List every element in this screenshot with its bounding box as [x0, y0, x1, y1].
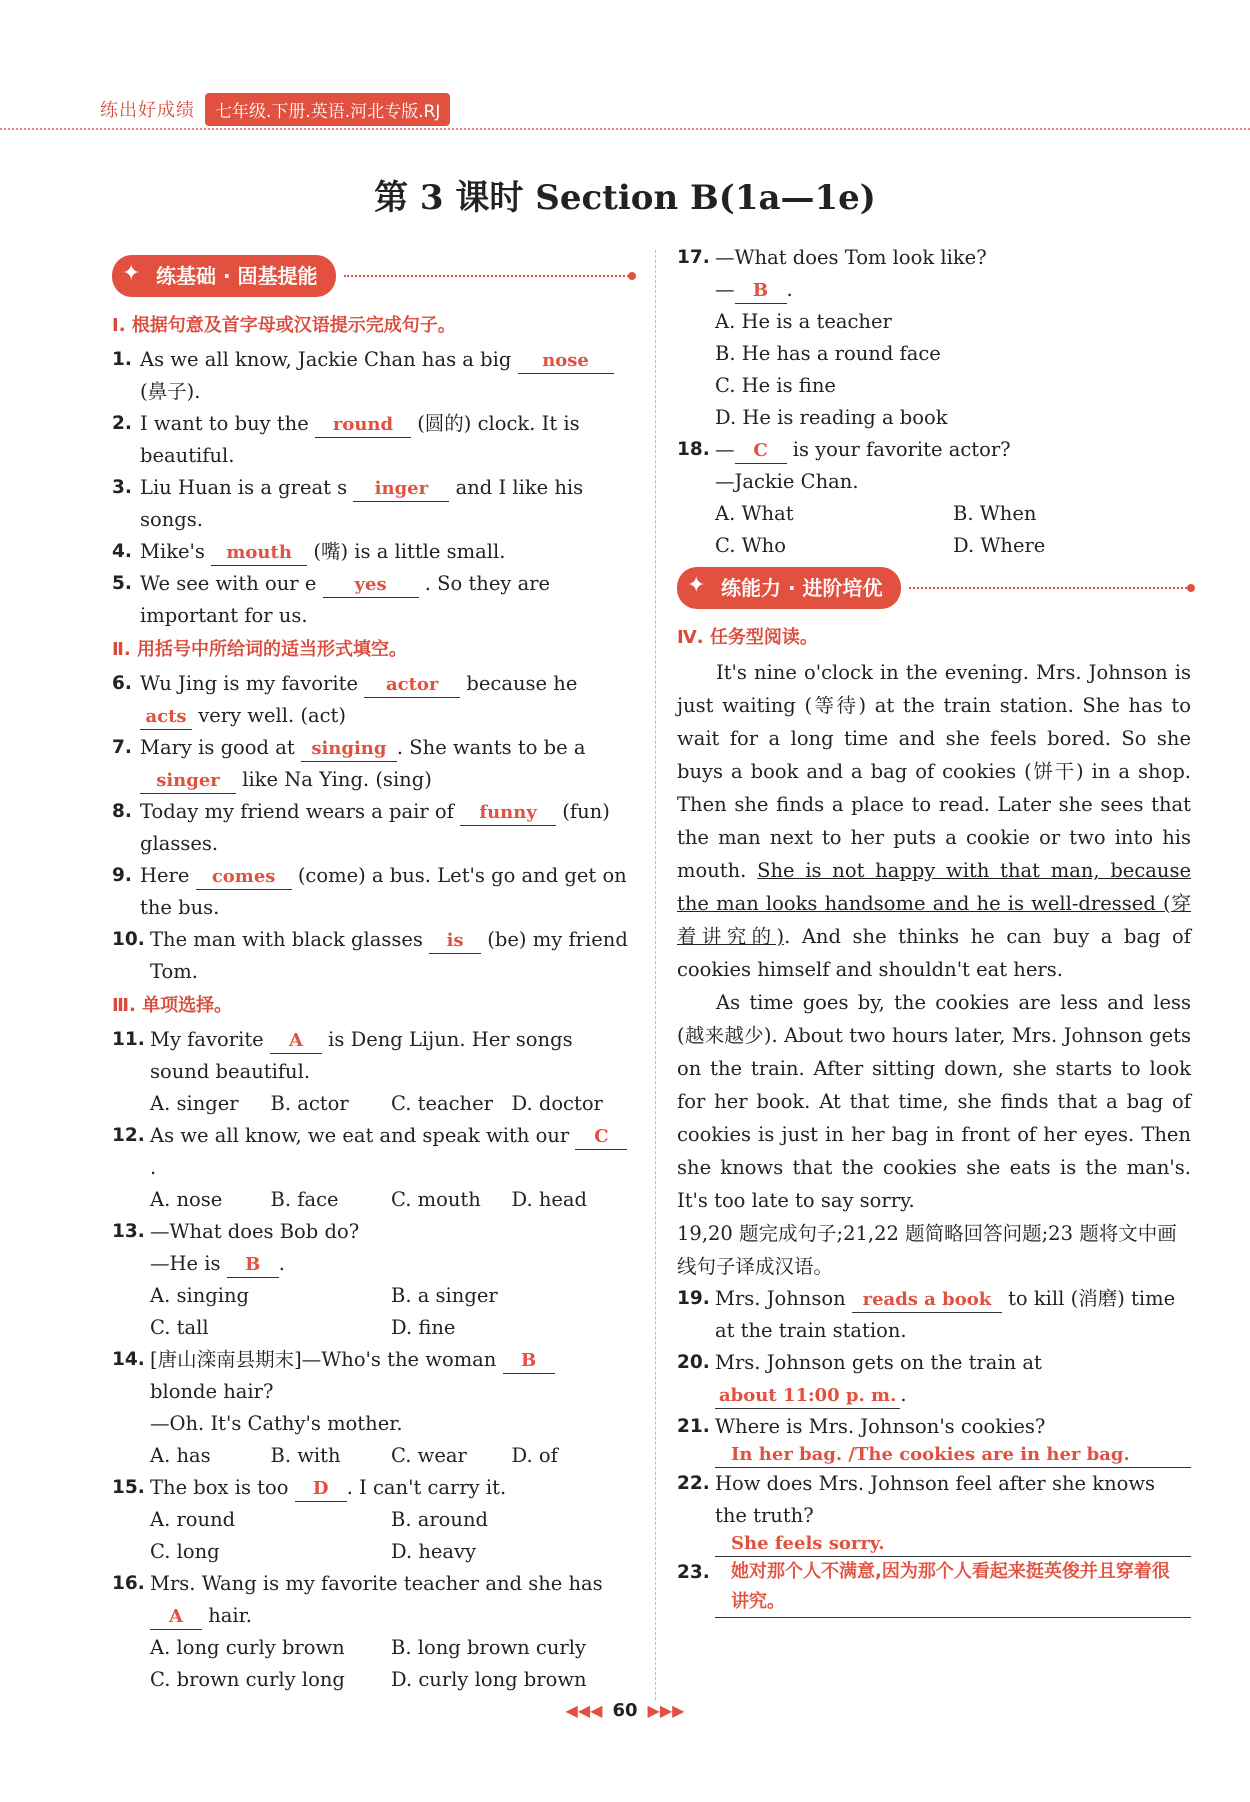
answer: acts [140, 705, 192, 730]
question-8: 8. Today my friend wears a pair of funny (fun) glasses. [112, 800, 610, 855]
brand: 练出好成绩 [100, 100, 195, 121]
answer: reads a book [852, 1288, 1002, 1313]
answer: singer [140, 769, 236, 794]
task-instructions: 19,20 题完成句子;21,22 题简略回答问题;23 题将文中画线句子译成汉语。 [677, 1222, 1177, 1278]
section-2-heading: Ⅱ. 用括号中所给词的适当形式填空。 [112, 639, 407, 660]
banner-dots [344, 275, 632, 277]
page-number: 60 [612, 1700, 638, 1721]
question-13: 13. —What does Bob do? —He is B . A. singing B. a singer C. tall D. fine [112, 1216, 632, 1344]
section-1-heading: Ⅰ. 根据句意及首字母或汉语提示完成句子。 [112, 315, 456, 336]
question-5: 5. We see with our e yes . So they are important for us. [112, 572, 551, 627]
options: A. singer B. actor C. teacher D. doctor [150, 1092, 603, 1115]
answer: funny [460, 801, 556, 826]
question-23: 23. 她对那个人不满意,因为那个人看起来挺英俊并且穿着很讲究。 [677, 1557, 1191, 1618]
question-14: 14. [唐山滦南县期末]—Who's the woman B blonde hair? —Oh. It's Cathy's mother. A. has B. with C. wear D. of [112, 1344, 632, 1472]
question-20: 20. Mrs. Johnson gets on the train at about 11:00 p. m. . [677, 1347, 1191, 1411]
section-4-heading: Ⅳ. 任务型阅读。 [677, 627, 818, 648]
left-column [112, 250, 632, 1696]
answer: D [295, 1477, 347, 1502]
answer: inger [353, 477, 449, 502]
answer: singing [301, 737, 397, 762]
options: A. has B. with C. wear D. of [150, 1444, 558, 1467]
question-11: 11. My favorite A is Deng Lijun. Her songs sound beautiful. A. singer B. actor C. teacher D. doctor [112, 1024, 632, 1120]
answer: B [735, 279, 787, 304]
header-divider [0, 128, 1250, 130]
answer: about 11:00 p. m. [715, 1384, 900, 1409]
question-1: 1. As we all know, Jackie Chan has a big nose (鼻子). [112, 344, 632, 408]
passage-paragraph-2: As time goes by, the cookies are less and less (越来越少). About two hours later, Mrs. Johnson gets on the train. After sitting down, she starts to look for her book. At that time, she finds that a bag of cookies is just in her bag in front of her eyes. Then she knows that the cookies she eats is the man's. It's too late to say sorry. [677, 991, 1191, 1212]
question-21: 21. Where is Mrs. Johnson's cookies? In her bag. /The cookies are in her bag. [677, 1411, 1191, 1468]
page-title: 第 3 课时 Section B(1a—1e) [374, 178, 876, 218]
banner-pill: ✦ 练基础 · 固基提能 [112, 255, 336, 297]
answer: nose [518, 349, 614, 374]
question-3: 3. Liu Huan is a great s inger and I like his songs. [112, 476, 584, 531]
question-10: 10. The man with black glasses is (be) my friend Tom. [112, 928, 628, 983]
question-12: 12. As we all know, we eat and speak with our C. A. nose B. face C. mouth D. head [112, 1120, 632, 1216]
right-column [677, 242, 1191, 1618]
options: A. round B. around C. long D. heavy [150, 1508, 489, 1563]
question-17: 17. —What does Tom look like? — B . A. He is a teacher B. He has a round face C. He is fine D. He is reading a book [677, 242, 1191, 434]
options: A. nose B. face C. mouth D. head [150, 1188, 588, 1211]
options: A. long curly brown B. long brown curly C. brown curly long D. curly long brown [150, 1636, 587, 1691]
question-19: 19. Mrs. Johnson reads a book to kill (消磨) time at the train station. [677, 1287, 1176, 1342]
answer: C [575, 1125, 627, 1150]
section-3-heading: Ⅲ. 单项选择。 [112, 995, 233, 1016]
options: A. singing B. a singer C. tall D. fine [150, 1284, 498, 1339]
book-tag: 七年级.下册.英语.河北专版.RJ [205, 93, 450, 126]
question-2: 2. I want to buy the round (圆的) clock. It is beautiful. [112, 412, 580, 467]
question-15: 15. The box is too D . I can't carry it. A. round B. around C. long D. heavy [112, 1472, 632, 1568]
answer: actor [364, 673, 460, 698]
question-7: 7. Mary is good at singing . She wants to be a singer like Na Ying. (sing) [112, 732, 632, 796]
answer: B [227, 1253, 279, 1278]
question-16: 16. Mrs. Wang is my favorite teacher and she has A hair. A. long curly brown B. long brown curly C. brown curly long D. curly long brown [112, 1568, 632, 1696]
answer: round [315, 413, 411, 438]
underlined-sentence: She is not happy with that man, because the man looks handsome and he is well-dressed (穿着讲究的) [677, 859, 1191, 948]
banner-dots [909, 587, 1191, 589]
answer: A [270, 1029, 322, 1054]
answer: C [735, 439, 787, 464]
runner-icon: ✦ [122, 261, 141, 286]
answer: In her bag. /The cookies are in her bag. [715, 1443, 1191, 1468]
question-6: 6. Wu Jing is my favorite actor because he acts very well. (act) [112, 668, 632, 732]
question-9: 9. Here comes (come) a bus. Let's go and get on the bus. [112, 864, 627, 919]
options: A. He is a teacher B. He has a round face C. He is fine D. He is reading a book [715, 310, 948, 429]
answer: comes [196, 865, 292, 890]
question-18: 18. — C is your favorite actor? —Jackie Chan. A. What B. When C. Who D. Where [677, 434, 1191, 562]
column-divider [655, 250, 656, 1700]
answer: B [503, 1349, 555, 1374]
answer: yes [323, 573, 419, 598]
basics-banner [112, 254, 632, 298]
answer: is [429, 929, 481, 954]
question-4: 4. Mike's mouth (嘴) is a little small. [112, 536, 632, 568]
page-footer [0, 1700, 1250, 1721]
banner-pill: ✦ 练能力 · 进阶培优 [677, 567, 901, 609]
answer: 她对那个人不满意,因为那个人看起来挺英俊并且穿着很讲究。 [715, 1557, 1191, 1618]
passage-paragraph-1: It's nine o'clock in the evening. Mrs. Johnson is just waiting (等待) at the train station. She has to wait for a long time and she feels bored. So she buys a book and a bag of cookies (饼干) in a shop. Then she finds a place to read. Later she sees that the man next to her puts a cookie or two into his mouth. She is not happy with that man, because the man looks handsome and he is well-dressed (穿着讲究的). And she thinks he can buy a bag of cookies himself and shouldn't eat hers. [677, 661, 1191, 981]
header [100, 92, 450, 126]
question-22: 22. How does Mrs. Johnson feel after she knows the truth? She feels sorry. [677, 1468, 1191, 1557]
answer: A [150, 1605, 202, 1630]
advanced-banner [677, 566, 1191, 610]
answer: mouth [211, 541, 307, 566]
options: A. What B. When C. Who D. Where [715, 502, 1046, 557]
answer: She feels sorry. [715, 1532, 1191, 1557]
prev-arrows-icon: ◀◀◀ [565, 1701, 603, 1720]
runner-icon: ✦ [687, 573, 706, 598]
next-arrows-icon: ▶▶▶ [647, 1701, 685, 1720]
